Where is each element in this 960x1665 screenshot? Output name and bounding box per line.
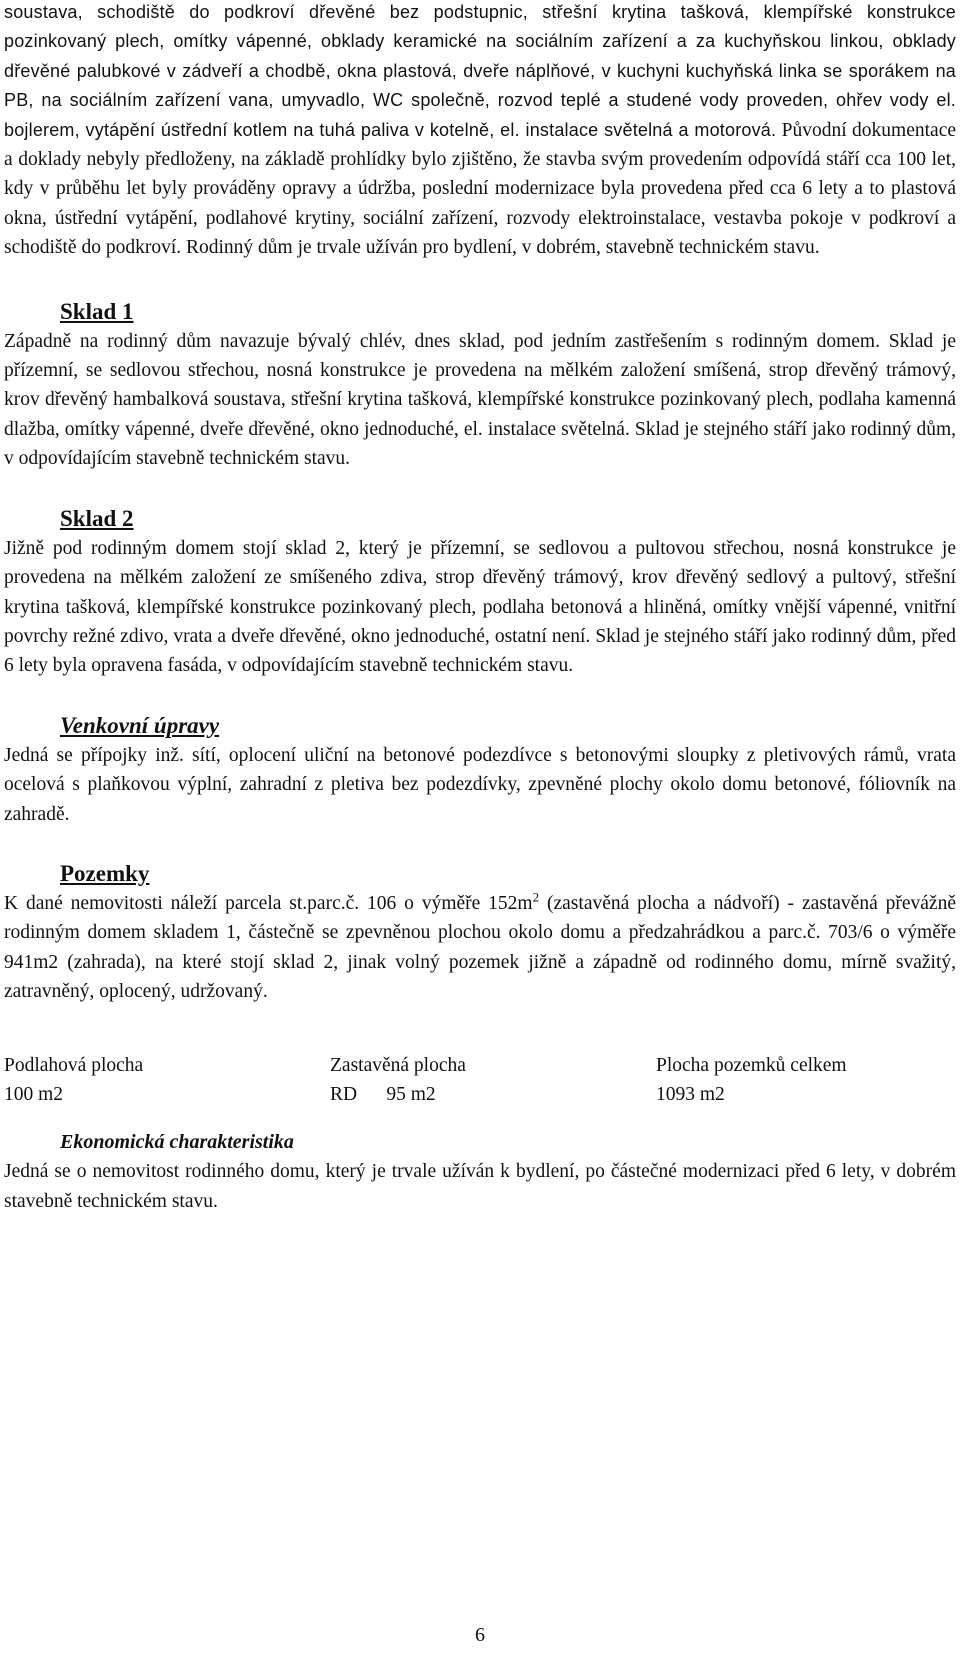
- land-area-label: Plocha pozemků celkem: [656, 1054, 847, 1076]
- spacer: [4, 474, 956, 504]
- heading-sklad-1: Sklad 1: [60, 298, 134, 324]
- pozemky-text-start: K dané nemovitosti náleží parcela st.parc.č. 106 o výměře 152m: [4, 892, 533, 914]
- facts-column-built-area: [330, 1051, 656, 1110]
- built-area-value: RD 95 m2: [330, 1083, 436, 1105]
- facts-column-floor-area: [4, 1051, 330, 1110]
- heading-pozemky: Pozemky: [60, 860, 150, 886]
- built-area-label: Zastavěná plocha: [330, 1054, 466, 1076]
- sklad-1-paragraph: Západně na rodinný dům navazuje bývalý chlév, dnes sklad, pod jedním zastřešením s rodinným domem. Sklad je přízemní, se sedlovou střechou, nosná konstrukce je provedena na mělkém založení smíšená, strop dřevěný trámový, krov dřevěný hambalková soustava, střešní krytina tašková, klempířské konstrukce pozinkovaný plech, podlaha kamenná dlažba, omítky vápenné, dveře dřevěné, okno jednoduché, el. instalace světelná. Sklad je stejného stáří jako rodinný dům, v odpovídajícím stavebně technickém stavu.: [4, 330, 956, 470]
- land-area-value: 1093 m2: [656, 1083, 725, 1105]
- ekonomicka-paragraph: Jedná se o nemovitost rodinného domu, který je trvale užíván k bydlení, po částečné modernizaci před 6 lety, v dobrém stavebně technickém stavu.: [4, 1161, 956, 1212]
- intro-text-part1: soustava, schodiště do podkroví dřevěné bez podstupnic, střešní krytina tašková, klempířské konstrukce pozinkovaný plech, omítky vápenné, obklady keramické na sociálním zařízení a za kuchyňskou linkou, obklady dřevěné palubkové v zádveří a chodbě, okna plastová, dveře náplňové, v kuchyni kuchyňská linka se sporákem na PB, na sociálním zařízení vana, umyvadlo, WC společně, rozvod teplé a studené vody proveden, ohřev vody el. bojlerem, vytápění ústřední kotlem na tuhá paliva v kotelně, el. instalace světelná a motorová.: [4, 2, 956, 140]
- spacer: [4, 829, 956, 859]
- sklad-2-paragraph: Jižně pod rodinným domem stojí sklad 2, který je přízemní, se sedlovou a pultovou střechou, nosná konstrukce je provedena na mělkém založení ze smíšeného zdiva, strop dřevěný trámový, krov dřevěný sedlový a pultový, střešní krytina tašková, klempířské konstrukce pozinkovaný plech, podlaha betonová a hliněná, omítky vnější vápenné, vnitřní povrchy režné zdivo, vrata a dveře dřevěné, okno jednoduché, ostatní není. Sklad je stejného stáří jako rodinný dům, před 6 lety byla opravena fasáda, v odpovídajícím stavebně technickém stavu.: [4, 537, 956, 677]
- spacer: [4, 681, 956, 711]
- heading-venkovni-upravy: Venkovní úpravy: [60, 712, 220, 738]
- spacer: [4, 1007, 956, 1051]
- spacer: [4, 263, 956, 297]
- area-facts-table: [4, 1051, 956, 1110]
- pozemky-text-end: (zastavěná plocha a nádvoří) - zastavěná převážně rodinným domem skladem 1, částečně se zpevněnou plochou okolo domu a předzahrádkou a parc.č. 703/6 o výměře 941m2 (zahrada), na které stojí sklad 2, jinak volný pozemek jižně a západně od rodinného domu, mírně svažitý, zatravněný, oplocený, udržovaný.: [4, 892, 956, 1003]
- intro-paragraph: [4, 0, 956, 263]
- floor-area-value: 100 m2: [4, 1083, 64, 1105]
- heading-sklad-2: Sklad 2: [60, 505, 134, 531]
- pozemky-paragraph: [4, 889, 956, 1007]
- floor-area-label: Podlahová plocha: [4, 1054, 144, 1076]
- heading-ekonomicka-charakteristika: Ekonomická charakteristika: [60, 1131, 294, 1154]
- intro-text-part2: Původní dokumentace a doklady nebyly předloženy, na základě prohlídky bylo zjištěno, že stavba svým provedením odpovídá stáří cca 100 let, kdy v průběhu let byly prováděny opravy a údržba, poslední modernizace byla provedena před cca 6 lety a to plastová okna, ústřední vytápění, podlahové krytiny, sociální zařízení, rozvody elektroinstalace, vestavba pokoje v podkroví a schodiště do podkroví. Rodinný dům je trvale užíván pro bydlení, v dobrém, stavebně technickém stavu.: [4, 119, 957, 259]
- page-number: 6: [475, 1624, 485, 1646]
- facts-column-land-area: [656, 1051, 956, 1110]
- venkovni-upravy-paragraph: Jedná se přípojky inž. sítí, oplocení uliční na betonové podezdívce s betonovými sloupky z pletivových rámů, vrata ocelová s plaňkovou výplní, zahradní z pletiva bez podezdívky, zpevněné plochy okolo domu betonové, fóliovník na zahradě.: [4, 744, 956, 825]
- spacer: [4, 1109, 956, 1127]
- pozemky-superscript: 2: [532, 889, 540, 905]
- document-page: [4, 0, 956, 1216]
